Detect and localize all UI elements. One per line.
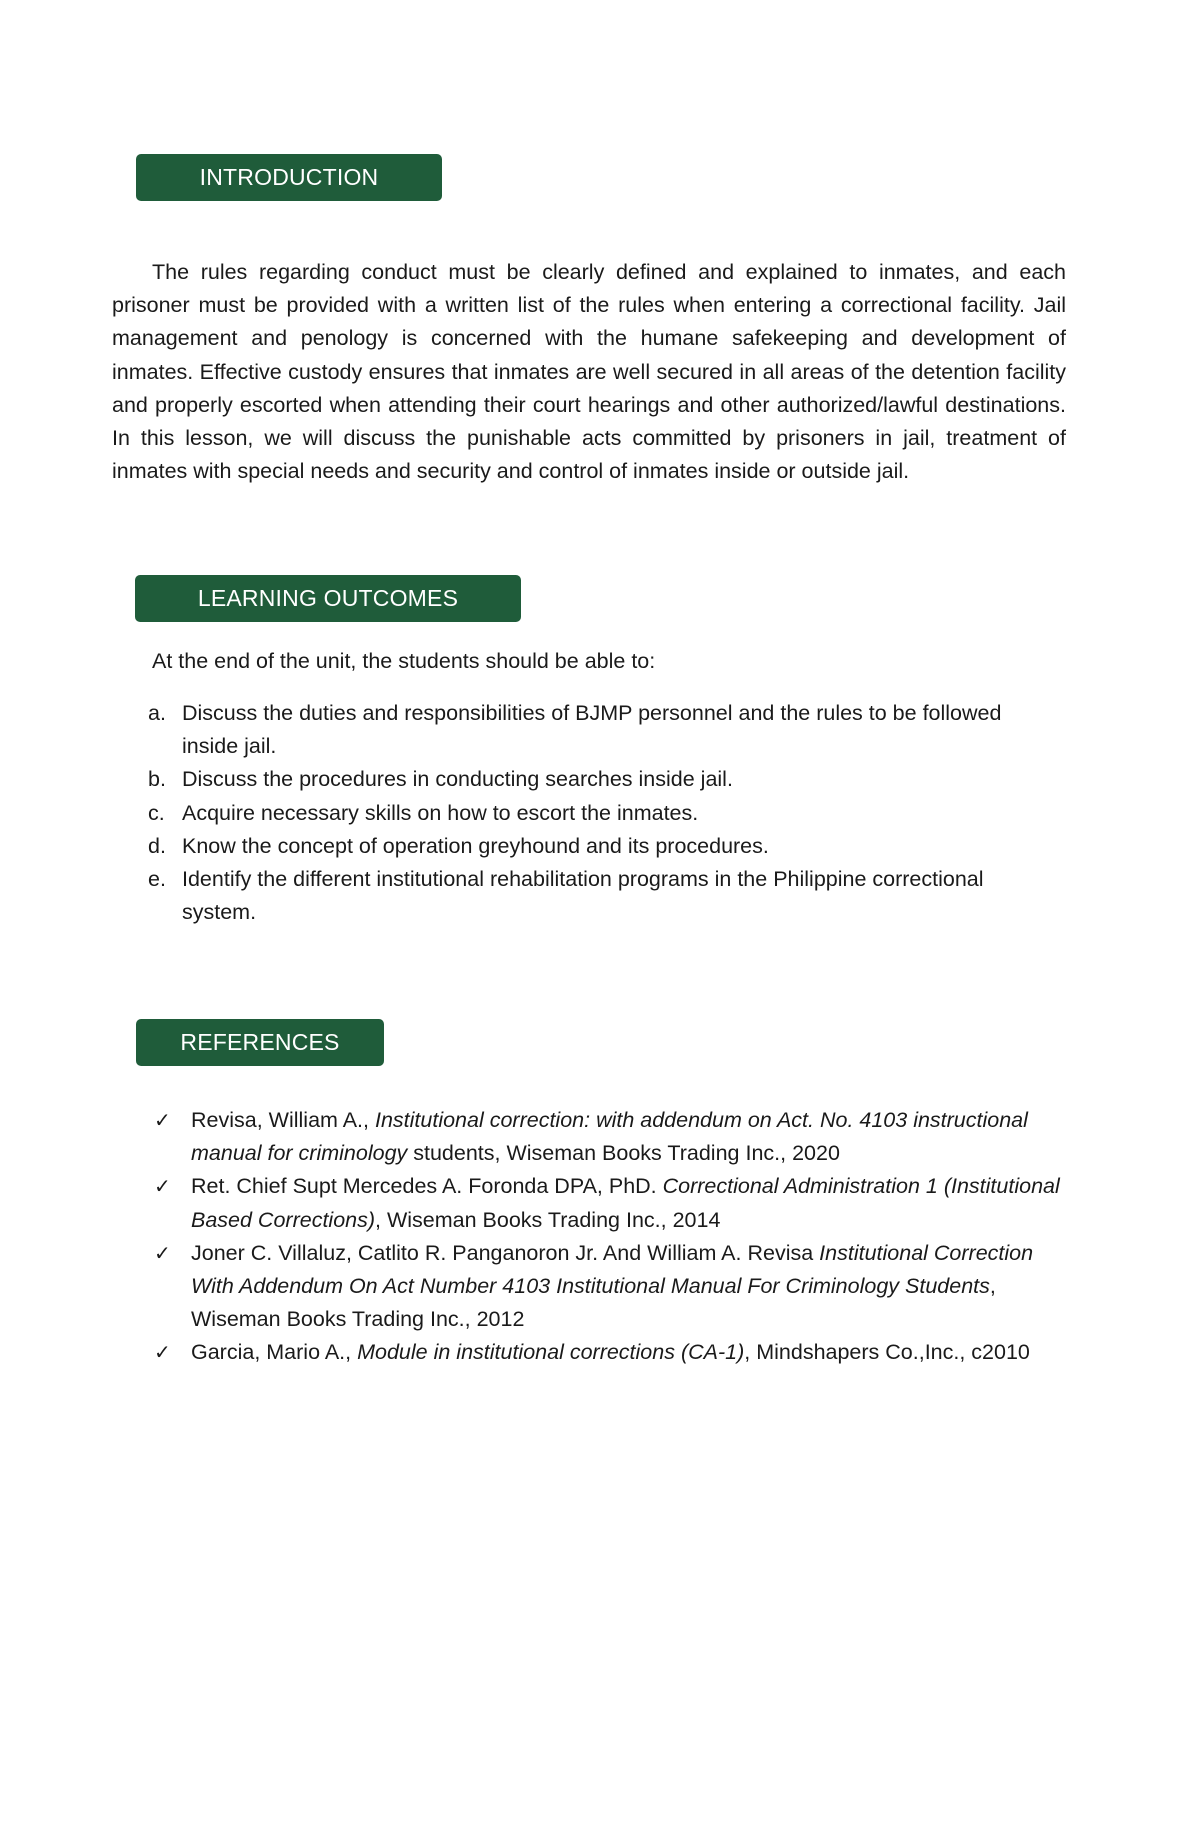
reference-authors: Ret. Chief Supt Mercedes A. Foronda DPA, PhD.	[191, 1174, 663, 1199]
list-item-text: Acquire necessary skills on how to escort the inmates.	[182, 800, 699, 825]
list-item-text: Discuss the duties and responsibilities of BJMP personnel and the rules to be followed inside jail.	[182, 701, 1002, 759]
list-marker: d.	[148, 833, 166, 858]
reference-text	[191, 1237, 1074, 1337]
list-item-text: Discuss the procedures in conducting searches inside jail.	[182, 767, 733, 792]
list-item	[154, 1237, 1074, 1337]
reference-authors: Revisa, William A.,	[191, 1108, 375, 1132]
reference-text	[191, 1170, 1074, 1236]
references-header	[136, 1019, 384, 1066]
references-list	[154, 1104, 1074, 1370]
list-item	[148, 830, 1048, 863]
checkmark-icon: ✓	[154, 1240, 171, 1265]
introduction-header-label: INTRODUCTION	[199, 164, 379, 190]
checkmark-icon: ✓	[154, 1340, 171, 1365]
reference-authors: Garcia, Mario A.,	[191, 1340, 358, 1365]
list-item-text: Know the concept of operation greyhound and its procedures.	[182, 833, 769, 858]
learning-outcomes-lead: At the end of the unit, the students should be able to:	[152, 649, 656, 673]
list-item	[148, 863, 1048, 929]
list-item-text: Identify the different institutional rehabilitation programs in the Philippine correctional system.	[182, 867, 984, 925]
checkmark-icon: ✓	[154, 1174, 171, 1199]
reference-title: Correctional Administration 1 (Institutional Based Corrections)	[191, 1174, 1060, 1232]
introduction-header	[136, 154, 442, 201]
list-item	[154, 1336, 1074, 1369]
list-item	[154, 1170, 1074, 1236]
reference-publisher: , Wiseman Books Trading Inc., 2012	[191, 1274, 996, 1332]
checkmark-icon: ✓	[154, 1108, 171, 1132]
list-marker: e.	[148, 867, 166, 892]
reference-publisher: , Wiseman Books Trading Inc., 2014	[375, 1207, 721, 1232]
learning-outcomes-header-label: LEARNING OUTCOMES	[197, 585, 459, 611]
learning-outcomes-list	[148, 697, 1048, 929]
list-marker: a.	[148, 701, 166, 725]
reference-publisher: , Mindshapers Co.,Inc., c2010	[744, 1340, 1030, 1365]
reference-publisher: students, Wiseman Books Trading Inc., 2020	[407, 1141, 840, 1166]
references-header-label: REFERENCES	[180, 1029, 340, 1055]
reference-title: Institutional Correction With Addendum On Act Number 4103 Institutional Manual For Criminology Students	[191, 1240, 1034, 1299]
reference-text	[191, 1336, 1074, 1369]
list-item	[154, 1104, 1074, 1170]
reference-authors: Joner C. Villaluz, Catlito R. Panganoron Jr. And William A. Revisa	[191, 1240, 820, 1265]
learning-outcomes-header	[135, 575, 521, 622]
reference-title: Institutional correction: with addendum on Act. No. 4103 instructional manual for criminology	[191, 1108, 1028, 1166]
list-item	[148, 797, 1048, 830]
reference-text	[191, 1104, 1074, 1170]
list-marker: b.	[148, 767, 166, 792]
reference-title: Module in institutional corrections (CA-1)	[357, 1340, 745, 1365]
list-marker: c.	[148, 800, 165, 825]
list-item	[148, 697, 1048, 763]
introduction-paragraph: The rules regarding conduct must be clearly defined and explained to inmates, and each prisoner must be provided with a written list of the rules when entering a correctional facility. Jail management and penology is concerned with the humane safekeeping and development of inmates. Effective custody ensures that inmates are well secured in all areas of the detention facility and properly escorted when attending their court hearings and other authorized/lawful destinations. In this lesson, we will discuss the punishable acts committed by prisoners in jail, treatment of inmates with special needs and security and control of inmates inside or outside jail.	[112, 260, 1066, 484]
list-item	[148, 763, 1048, 796]
